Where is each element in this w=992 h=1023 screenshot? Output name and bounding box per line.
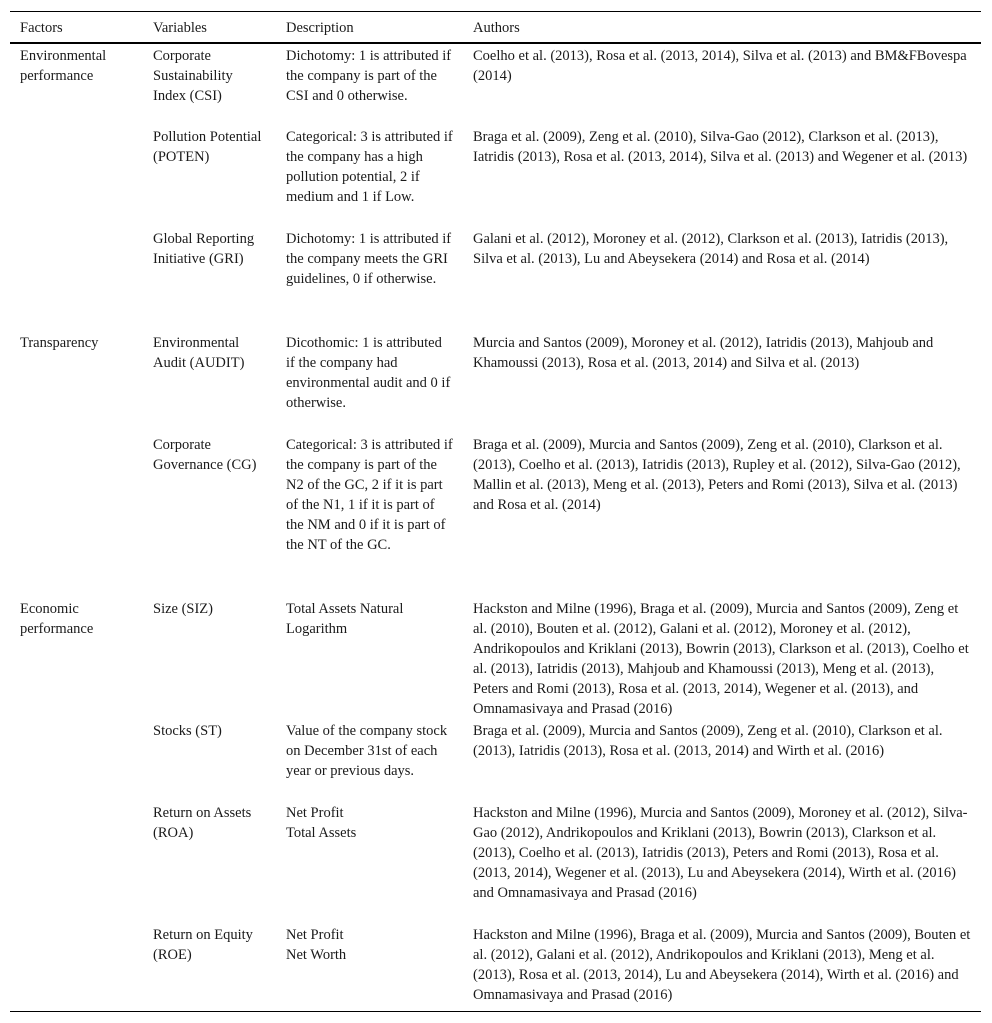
- authors-cell: Hackston and Milne (1996), Braga et al. (2009), Murcia and Santos (2009), Zeng et al. (2010), Bouten et al. (2012), Galani et al. (2012), Moroney et al. (2012), Andrikopoulos and Kriklani (2013), Bowrin (2013), Clarkson et al. (2013), Coelho et al. (2013), Iatridis (2013), Mahjoub and Khamoussi (2013), Meng et al. (2013), Peters and Romi (2013), Rosa et al. (2013, 2014), Wegener et al. (2013), and Omnamasivaya and Prasad (2016): [473, 600, 969, 717]
- ratio-numerator: Net Profit: [286, 804, 344, 821]
- authors-cell: Hackston and Milne (1996), Braga et al. (2009), Murcia and Santos (2009), Bouten et al. (2012), Galani et al. (2012), Andrikopoulos and Kriklani (2013), Meng et al. (2013), Rosa et al. (2013, 2014), Lu and Abeysekera (2014), Wirth et al. (2016) and Omnamasivaya and Prasad (2016): [463, 923, 981, 1012]
- description-cell: Total Assets Natural Logarithm: [286, 600, 404, 637]
- table-row: [10, 597, 981, 719]
- header-variables: Variables: [143, 12, 276, 43]
- factor-cell: [10, 125, 143, 227]
- authors-cell: Galani et al. (2012), Moroney et al. (2012), Clarkson et al. (2013), Iatridis (2013), Silva et al. (2013), Lu and Abeysekera (2014) and Rosa et al. (2014): [473, 230, 949, 267]
- table-row: [10, 331, 981, 433]
- authors-cell: Hackston and Milne (1996), Murcia and Santos (2009), Moroney et al. (2012), Silva-Gao (2012), Andrikopoulos and Kriklani (2013), Bowrin (2013), Clarkson et al. (2013), Coelho et al. (2013), Iatridis (2013), Peters and Romi (2013), Rosa et al. (2013, 2014), Wegener et al. (2013), Lu and Abeysekera (2014), Wirth et al. (2016) and Omnamasivaya and Prasad (2016): [473, 804, 968, 901]
- factor-cell: [10, 719, 143, 801]
- table-row: [10, 227, 981, 331]
- authors-cell: Braga et al. (2009), Zeng et al. (2010), Silva-Gao (2012), Clarkson et al. (2013), Iatridis (2013), Rosa et al. (2013, 2014), Silva et al. (2013) and Wegener et al. (2013): [473, 128, 968, 165]
- table-row: [10, 43, 981, 125]
- ratio-numerator: Net Profit: [286, 926, 344, 943]
- ratio-denominator: Total Assets: [286, 824, 357, 841]
- table-body: [10, 43, 981, 1012]
- description-cell: Value of the company stock on December 31st of each year or previous days.: [286, 722, 448, 779]
- description-cell: Categorical: 3 is attributed if the company has a high pollution potential, 2 if medium and 1 if Low.: [286, 128, 453, 205]
- variable-cell: Return on Assets (ROA): [153, 804, 252, 841]
- description-cell: Dichotomy: 1 is attributed if the company meets the GRI guidelines, 0 if otherwise.: [286, 230, 452, 287]
- variable-cell: Pollution Potential (POTEN): [153, 128, 262, 165]
- table-row: [10, 125, 981, 227]
- variable-cell: Return on Equity (ROE): [143, 923, 276, 1012]
- description-cell: Dichotomy: 1 is attributed if the company is part of the CSI and 0 otherwise.: [286, 47, 452, 104]
- factor-cell: [10, 923, 143, 1012]
- authors-cell: Braga et al. (2009), Murcia and Santos (2009), Zeng et al. (2010), Clarkson et al. (2013), Coelho et al. (2013), Iatridis (2013), Rupley et al. (2012), Silva-Gao (2012), Mallin et al. (2013), Meng et al. (2013), Peters and Romi (2013), Silva et al. (2013) and Rosa et al. (2014): [473, 436, 961, 513]
- variable-cell: Corporate Sustainability Index (CSI): [153, 47, 233, 104]
- header-description: Description: [276, 12, 463, 43]
- factor-cell: [10, 801, 143, 923]
- header-authors: Authors: [463, 12, 981, 43]
- header-factors: Factors: [10, 12, 143, 43]
- table-row: [10, 923, 981, 1012]
- factor-cell: Economic performance: [20, 600, 94, 637]
- authors-cell: Braga et al. (2009), Murcia and Santos (2009), Zeng et al. (2010), Clarkson et al. (2013), Iatridis (2013), Rosa et al. (2013, 2014) and Wirth et al. (2016): [473, 722, 943, 759]
- header-row: [10, 12, 981, 43]
- variable-cell: Size (SIZ): [153, 600, 213, 617]
- ratio-denominator: Net Worth: [286, 946, 347, 963]
- factor-cell: [10, 227, 143, 331]
- description-cell: Categorical: 3 is attributed if the company is part of the N2 of the GC, 2 if it is part of the N1, 1 if it is part of the NM and 0 if it is part of the NT of the GC.: [286, 436, 453, 553]
- factor-cell: [10, 433, 143, 597]
- description-cell: [276, 923, 463, 1012]
- description-cell: [276, 801, 463, 923]
- variable-cell: Environmental Audit (AUDIT): [153, 334, 245, 371]
- variable-cell: Corporate Governance (CG): [153, 436, 257, 473]
- authors-cell: Murcia and Santos (2009), Moroney et al. (2012), Iatridis (2013), Mahjoub and Khamoussi (2013), Rosa et al. (2013, 2014) and Silva et al. (2013): [473, 334, 934, 371]
- variables-table: [10, 11, 981, 1012]
- table-row: [10, 433, 981, 597]
- authors-cell: Coelho et al. (2013), Rosa et al. (2013, 2014), Silva et al. (2013) and BM&FBovespa (2014): [473, 47, 967, 84]
- factor-cell: Environmental performance: [20, 47, 107, 84]
- table-row: [10, 801, 981, 923]
- factor-cell: Transparency: [20, 334, 99, 351]
- description-cell: Dicothomic: 1 is attributed if the company had environmental audit and 0 if otherwise.: [286, 334, 451, 411]
- table-row: [10, 719, 981, 801]
- table-header: [10, 12, 981, 43]
- variable-cell: Global Reporting Initiative (GRI): [153, 230, 255, 267]
- variable-cell: Stocks (ST): [153, 722, 222, 739]
